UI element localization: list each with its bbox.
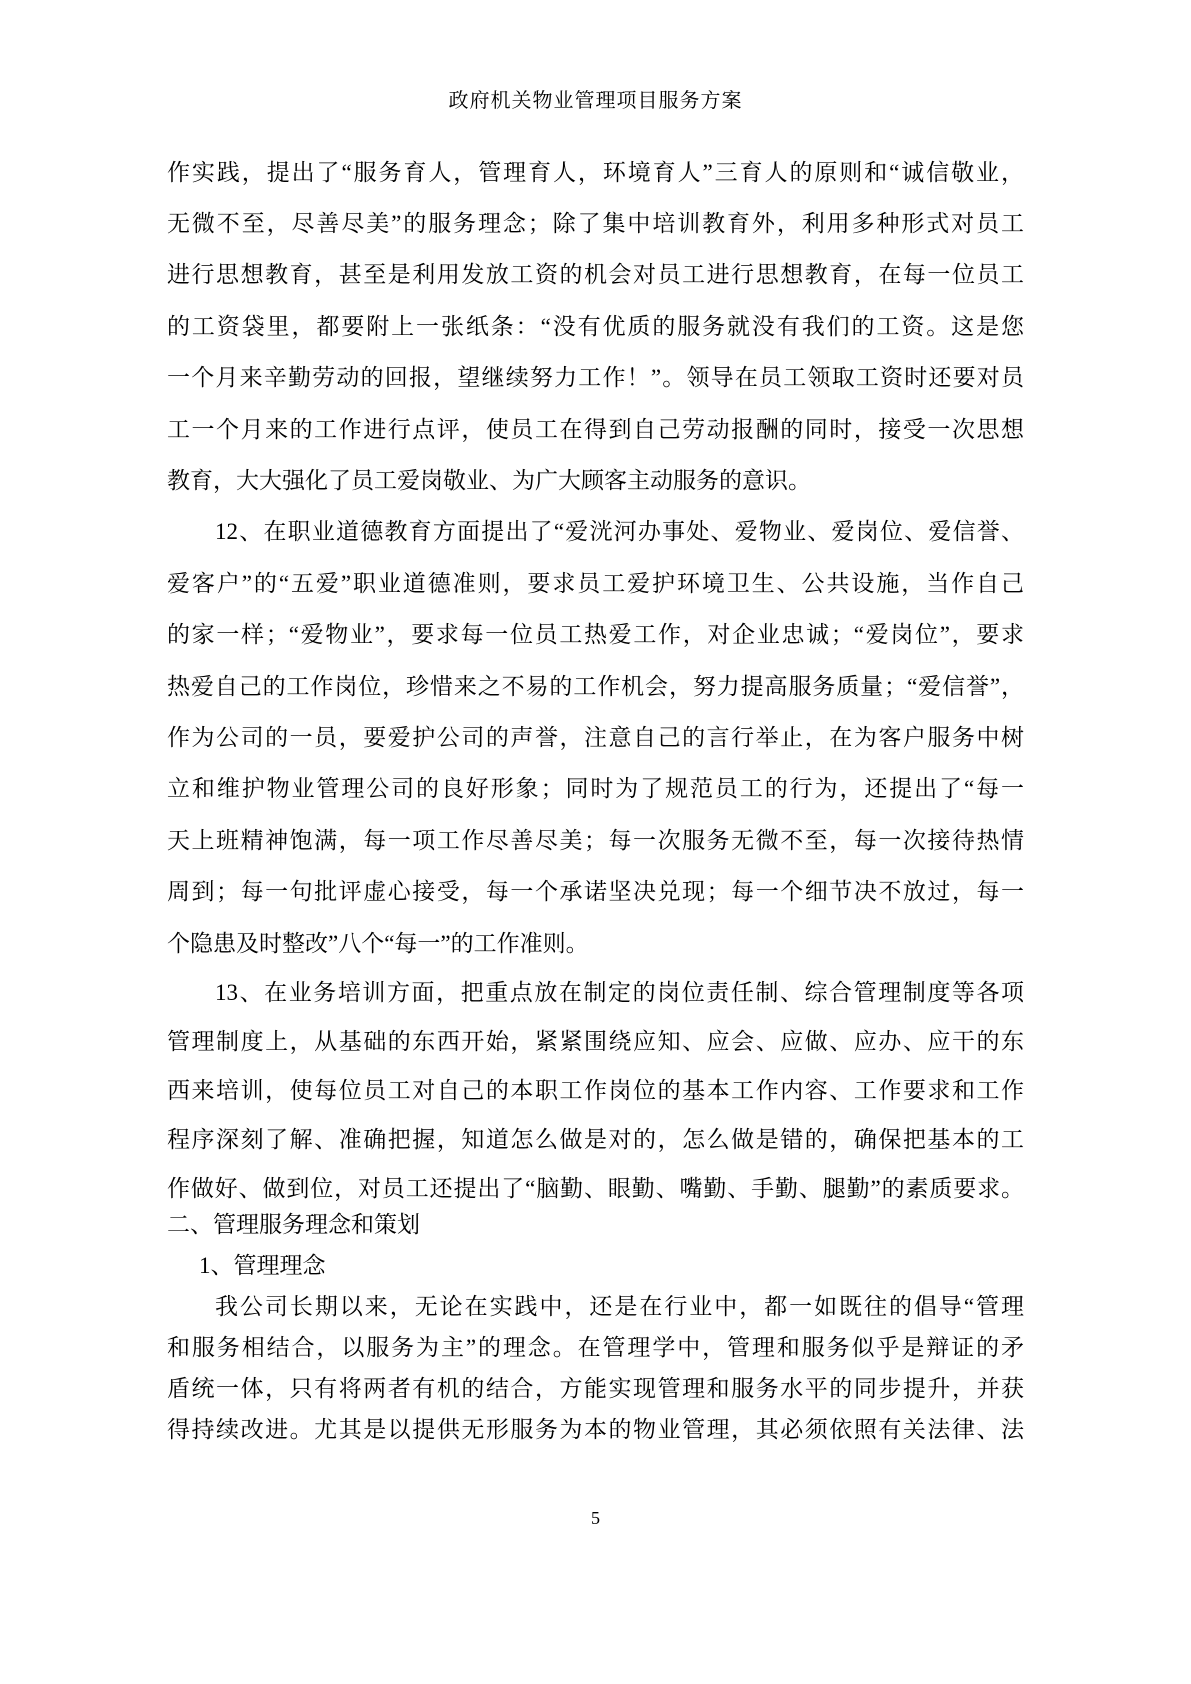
text-line: 进行思想教育，甚至是利用发放工资的机会对员工进行思想教育，在每一位员工 <box>167 262 1024 287</box>
text-line: 作实践，提出了“服务育人，管理育人，环境育人”三育人的原则和“诚信敬业， <box>167 160 1024 185</box>
paragraph-end-line: 教育，大大强化了员工爱岗敬业、为广大顾客主动服务的意识。 <box>167 468 811 493</box>
text-line: 作为公司的一员，要爱护公司的声誉，注意自己的言行举止，在为客户服务中树 <box>167 725 1024 750</box>
text-line: 爱客户”的“五爱”职业道德准则，要求员工爱护环境卫生、公共设施，当作自己 <box>167 571 1024 596</box>
page-number: 5 <box>591 1508 600 1528</box>
text-line: 工一个月来的工作进行点评，使员工在得到自己劳动报酬的同时，接受一次思想 <box>167 417 1024 442</box>
text-line: 和服务相结合，以服务为主”的理念。在管理学中，管理和服务似乎是辩证的矛 <box>167 1335 1024 1360</box>
text-line: 一个月来辛勤劳动的回报，望继续努力工作！”。领导在员工领取工资时还要对员 <box>167 365 1024 390</box>
text-line: 西来培训，使每位员工对自己的本职工作岗位的基本工作内容、工作要求和工作 <box>167 1078 1024 1103</box>
text-line: 程序深刻了解、准确把握，知道怎么做是对的，怎么做是错的，确保把基本的工 <box>167 1127 1024 1152</box>
text-line: 天上班精神饱满，每一项工作尽善尽美；每一次服务无微不至，每一次接待热情 <box>167 828 1024 853</box>
text-line: 周到；每一句批评虚心接受，每一个承诺坚决兑现；每一个细节决不放过，每一 <box>167 879 1024 904</box>
numbered-paragraph-first-line: 13、在业务培训方面，把重点放在制定的岗位责任制、综合管理制度等各项 <box>215 980 1024 1005</box>
numbered-paragraph-first-line: 12、在职业道德教育方面提出了“爱洸河办事处、爱物业、爱岗位、爱信誉、 <box>215 519 1024 544</box>
document-title: 政府机关物业管理项目服务方案 <box>448 90 743 112</box>
text-line: 无微不至，尽善尽美”的服务理念；除了集中培训教育外，利用多种形式对员工 <box>167 211 1024 236</box>
text-line: 作做好、做到位，对员工还提出了“脑勤、眼勤、嘴勤、手勤、腿勤”的素质要求。 <box>167 1176 1024 1201</box>
text-line: 的工资袋里，都要附上一张纸条：“没有优质的服务就没有我们的工资。这是您 <box>167 314 1024 339</box>
text-line: 得持续改进。尤其是以提供无形服务为本的物业管理，其必须依照有关法律、法 <box>167 1417 1024 1442</box>
text-line: 管理制度上，从基础的东西开始，紧紧围绕应知、应会、应做、应办、应干的东 <box>167 1029 1024 1054</box>
paragraph-first-line: 我公司长期以来，无论在实践中，还是在行业中，都一如既往的倡导“管理 <box>215 1294 1024 1319</box>
subsection-heading: 1、管理理念 <box>199 1253 326 1278</box>
text-line: 盾统一体，只有将两者有机的结合，方能实现管理和服务水平的同步提升，并获 <box>167 1376 1024 1401</box>
paragraph-end-line: 个隐患及时整改”八个“每一”的工作准则。 <box>167 931 589 956</box>
text-line: 立和维护物业管理公司的良好形象；同时为了规范员工的行为，还提出了“每一 <box>167 776 1024 801</box>
section-heading: 二、管理服务理念和策划 <box>167 1212 420 1237</box>
text-line: 热爱自己的工作岗位，珍惜来之不易的工作机会，努力提高服务质量；“爱信誉”， <box>167 674 1024 699</box>
text-line: 的家一样；“爱物业”，要求每一位员工热爱工作，对企业忠诚；“爱岗位”，要求 <box>167 622 1024 647</box>
